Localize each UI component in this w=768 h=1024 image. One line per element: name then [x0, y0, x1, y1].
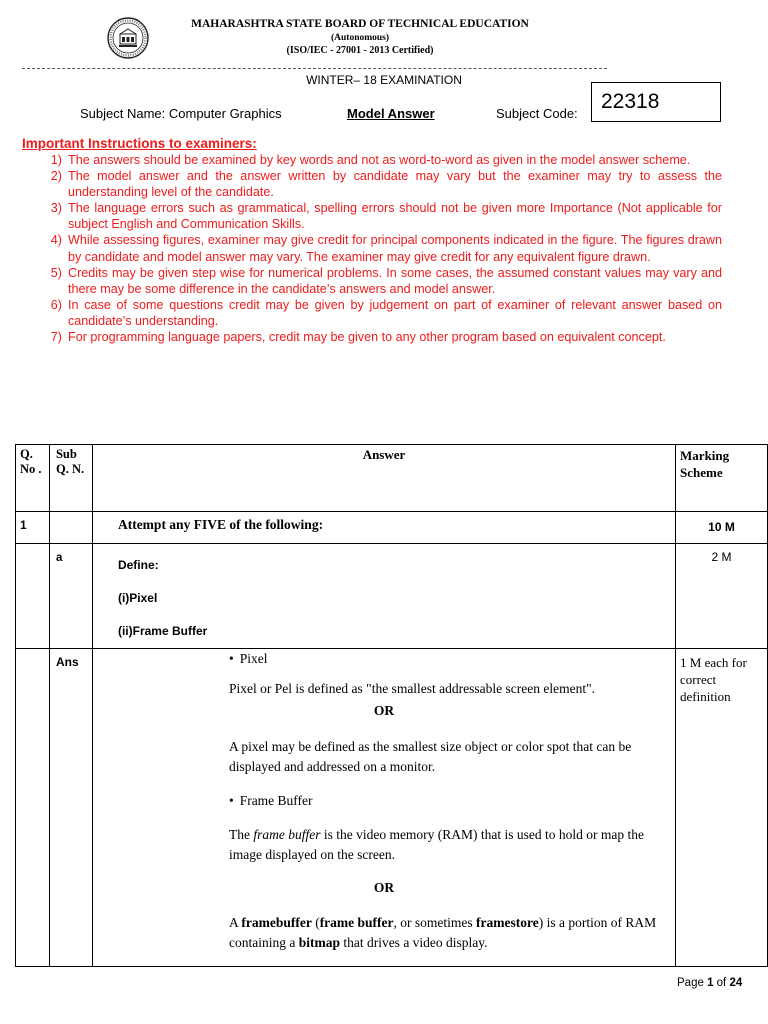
- model-answer-table: [15, 444, 768, 967]
- question-number-empty: [16, 544, 50, 649]
- instruction-item: 6) In case of some questions credit may be given by judgement on part of examiner of relevant answer based on candidate’s understanding.: [50, 297, 722, 328]
- subject-code-box: 22318: [591, 82, 721, 122]
- frame-buffer-definition-2: A framebuffer (frame buffer, or sometimes framestore) is a portion of RAM containing a bitmap that drives a video display.: [228, 915, 657, 950]
- question-number-empty: [16, 649, 50, 967]
- sub-question-text: [92, 544, 675, 649]
- instruction-item: 7) For programming language papers, credit may be given to any other program based on equivalent concept.: [50, 330, 666, 345]
- header-sub-q: Sub Q. N.: [49, 445, 92, 512]
- page-number: Page 1 of 24: [677, 977, 743, 989]
- header-marking-scheme: Marking Scheme: [676, 445, 768, 512]
- define-label: Define:: [117, 558, 159, 572]
- iso-certification: (ISO/IEC - 27001 - 2013 Certified): [286, 45, 434, 56]
- answer-marking-scheme: 1 M each for correct definition: [676, 649, 768, 967]
- sub-question-empty: [49, 512, 92, 544]
- instructions-list: [22, 152, 722, 345]
- header-divider: [22, 68, 607, 69]
- or-separator: OR: [373, 880, 395, 895]
- define-item-frame-buffer: (ii)Frame Buffer: [117, 624, 208, 638]
- subject-name: Subject Name: Computer Graphics: [80, 106, 282, 121]
- table-header-row: [16, 445, 768, 512]
- exam-title: WINTER– 18 EXAMINATION: [306, 73, 462, 87]
- autonomous-label: (Autonomous): [330, 33, 390, 43]
- msbte-seal-logo: [106, 16, 150, 60]
- question-number: 1: [16, 512, 50, 544]
- or-separator: OR: [373, 703, 395, 718]
- instruction-item: 4) While assessing figures, examiner may give credit for principal components indicated in the figure. The figures drawn by candidate and model answer may vary. The examiner may give credit for any equivalent figure drawn.: [50, 233, 722, 264]
- subject-code-label: Subject Code:: [496, 106, 578, 121]
- header-answer: Answer: [92, 445, 675, 512]
- instruction-item: 1) The answers should be examined by key words and not as word-to-word as given in the model answer scheme.: [50, 153, 691, 167]
- instruction-item: 5) Credits may be given step wise for numerical problems. In some cases, the assumed constant values may vary and there may be some difference in the candidate’s answers and model answer.: [50, 265, 722, 296]
- sub-question-marks: 2 M: [676, 544, 768, 649]
- pixel-definition-1: Pixel or Pel is defined as "the smallest addressable screen element".: [228, 681, 595, 696]
- pixel-definition-2: A pixel may be defined as the smallest size object or color spot that can be displayed and addressed on a monitor.: [228, 739, 632, 774]
- instructions-title: Important Instructions to examiners:: [22, 136, 257, 151]
- question-marks: 10 M: [676, 512, 768, 544]
- frame-buffer-definition-1: The frame buffer is the video memory (RAM) that is used to hold or map the image displayed on the screen.: [228, 827, 645, 862]
- instruction-item: 3) The language errors such as grammatical, spelling errors should not be given more Importance (Not applicable for subject English and Communication Skills.: [50, 201, 722, 232]
- board-name: MAHARASHTRA STATE BOARD OF TECHNICAL EDUCATION: [191, 18, 529, 30]
- table-row: [16, 544, 768, 649]
- bullet-frame-buffer: • Frame Buffer: [229, 793, 313, 809]
- document-header: [0, 0, 768, 70]
- sub-question-label: a: [49, 544, 92, 649]
- answer-label: Ans: [49, 649, 92, 967]
- bullet-pixel: • Pixel: [229, 651, 268, 667]
- instruction-item: 2) The model answer and the answer written by candidate may vary but the examiner may try to assess the understanding level of the candidate.: [50, 169, 722, 200]
- header-q-no: Q. No .: [16, 445, 50, 512]
- model-answer-label: Model Answer: [347, 106, 435, 121]
- table-row: [16, 512, 768, 544]
- define-item-pixel: (i)Pixel: [117, 591, 158, 605]
- table-row: [16, 649, 768, 967]
- question-text: Attempt any FIVE of the following:: [92, 512, 675, 544]
- answer-cell: [92, 649, 675, 967]
